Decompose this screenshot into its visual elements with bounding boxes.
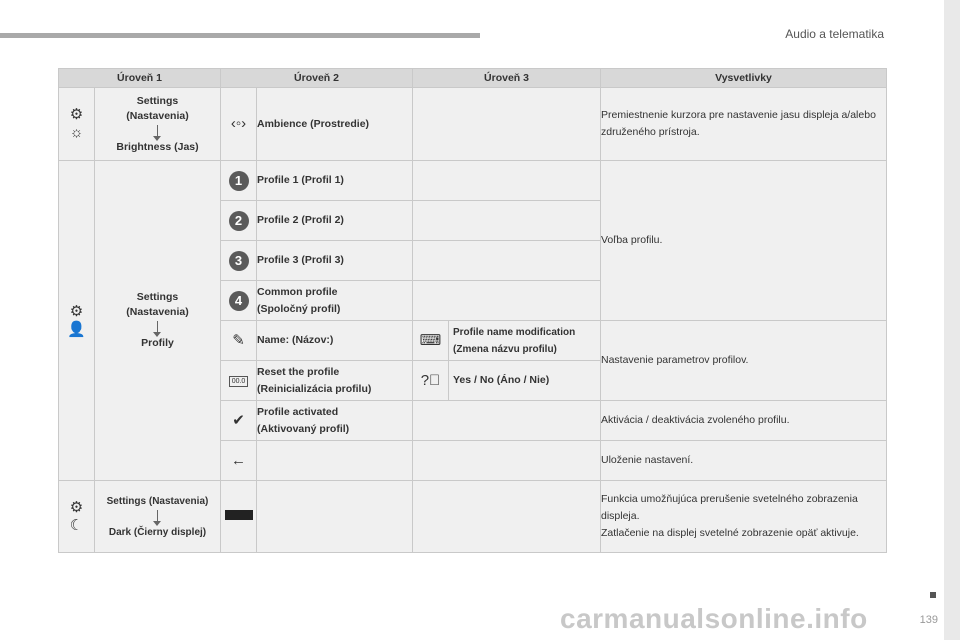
profile3-label: Profile 3 (Profil 3): [257, 241, 413, 281]
name-modification-en: Profile name modification: [453, 326, 576, 338]
keyboard-icon-cell: [413, 321, 449, 361]
profiles-label: Profily: [141, 337, 174, 349]
page-header-title: Audio a telematika: [785, 27, 884, 41]
question-icon-cell: [413, 361, 449, 401]
black-screen-icon: [225, 510, 253, 520]
name-label: Name: (Názov:): [257, 321, 413, 361]
back-icon-cell: [221, 441, 257, 481]
save-description: Uloženie nastavení.: [601, 441, 887, 481]
reset-sk: (Reinicializácia profilu): [257, 382, 372, 395]
dark-icons-cell: [59, 481, 95, 553]
table-header-row: [59, 69, 887, 88]
header-level3: Úroveň 3: [413, 69, 601, 88]
common-profile-en: Common profile: [257, 285, 338, 298]
reset-display-icon: 00.0: [229, 376, 249, 387]
profile2-icon-cell: [221, 201, 257, 241]
watermark: carmanualsonline.info: [560, 603, 868, 634]
profiles-icons-cell: [59, 161, 95, 481]
table-row-profile1: [59, 161, 887, 201]
page-number: 139: [919, 614, 938, 626]
name-modification-label: [449, 321, 601, 361]
number-4-icon: 4: [229, 291, 249, 311]
reset-icon-cell: [221, 361, 257, 401]
top-divider-bar: [0, 33, 480, 38]
empty-cell: [413, 481, 601, 553]
table-row-brightness: [59, 88, 887, 161]
profile-choice-description: Voľba profilu.: [601, 161, 887, 321]
profile1-label: Profile 1 (Profil 1): [257, 161, 413, 201]
settings-sk-label: (Nastavenia): [126, 306, 189, 318]
number-2-icon: 2: [229, 211, 249, 231]
empty-cell: [413, 281, 601, 321]
gear-icon: ⚙: [69, 498, 84, 516]
empty-cell: [257, 441, 413, 481]
gear-icon: ⚙: [69, 106, 84, 123]
dark-description: [601, 481, 887, 553]
header-level1: Úroveň 1: [59, 69, 221, 88]
brightness-description: Premiestnenie kurzora pre nastavenie jasu displeja a/alebo združeného prístroja.: [601, 88, 887, 161]
check-icon-cell: [221, 401, 257, 441]
dark-icon-cell: [221, 481, 257, 553]
common-profile-sk: (Spoločný profil): [257, 302, 341, 315]
dark-desc-line2: Zatlačenie na displej svetelné zobrazenie opäť aktivuje.: [601, 527, 859, 539]
profiles-level1-cell: [95, 161, 221, 481]
header-explanations: Vysvetlivky: [601, 69, 887, 88]
dark-label: Dark (Čierny displej): [108, 526, 207, 538]
common-profile-icon-cell: [221, 281, 257, 321]
settings-table: [58, 68, 887, 553]
empty-cell: [413, 88, 601, 161]
back-arrow-icon: ←: [231, 451, 246, 469]
reset-label: [257, 361, 413, 401]
brightness-icon: ☼: [69, 124, 84, 141]
reset-en: Reset the profile: [257, 365, 340, 378]
settings-label: Settings (Nastavenia): [106, 495, 209, 507]
arrow-down-icon: [157, 321, 158, 335]
gear-icon: ⚙: [69, 302, 84, 320]
settings-label: Settings: [136, 94, 179, 107]
keyboard-touch-icon: ⌨: [419, 331, 442, 349]
user-profile-icon: 👤: [67, 320, 86, 338]
ambience-label: Ambience (Prostredie): [257, 88, 413, 161]
brightness-icons-cell: [59, 88, 95, 161]
question-circle-icon: ?⃝: [420, 371, 441, 389]
settings-sk-label: (Nastavenia): [126, 109, 189, 122]
moon-icon: ☾: [69, 516, 84, 534]
empty-cell: [413, 201, 601, 241]
ambience-icon-cell: [221, 88, 257, 161]
name-modification-sk: (Zmena názvu profilu): [453, 343, 557, 355]
activated-description: Aktivácia / deaktivácia zvoleného profilu.: [601, 401, 887, 441]
dark-level1-cell: [95, 481, 221, 553]
profile2-label: Profile 2 (Profil 2): [257, 201, 413, 241]
empty-cell: [413, 241, 601, 281]
number-1-icon: 1: [229, 171, 249, 191]
name-icon-cell: [221, 321, 257, 361]
checkmark-icon: ✔: [232, 411, 245, 429]
arrow-down-icon: [157, 510, 158, 524]
activated-en: Profile activated: [257, 405, 339, 418]
empty-cell: [413, 161, 601, 201]
header-level2: Úroveň 2: [221, 69, 413, 88]
end-marker: [930, 592, 936, 598]
activated-label: [257, 401, 413, 441]
common-profile-label: [257, 281, 413, 321]
profile1-icon-cell: [221, 161, 257, 201]
profile3-icon-cell: [221, 241, 257, 281]
empty-cell: [257, 481, 413, 553]
empty-cell: [413, 401, 601, 441]
slider-arrows-icon: ‹◦›: [230, 115, 247, 132]
profile-parameters-description: Nastavenie parametrov profilov.: [601, 321, 887, 401]
pencil-icon: ✎: [232, 331, 245, 349]
side-strip: [944, 0, 960, 640]
yes-no-label: Yes / No (Áno / Nie): [449, 361, 601, 401]
empty-cell: [413, 441, 601, 481]
number-3-icon: 3: [229, 251, 249, 271]
arrow-down-icon: [157, 125, 158, 139]
table-row-dark: [59, 481, 887, 553]
brightness-label: Brightness (Jas): [116, 140, 199, 153]
dark-desc-line1: Funkcia umožňujúca prerušenie svetelného zobrazenia displeja.: [601, 493, 858, 522]
activated-sk: (Aktivovaný profil): [257, 422, 350, 435]
brightness-level1-cell: [95, 88, 221, 161]
settings-label: Settings: [136, 291, 179, 303]
